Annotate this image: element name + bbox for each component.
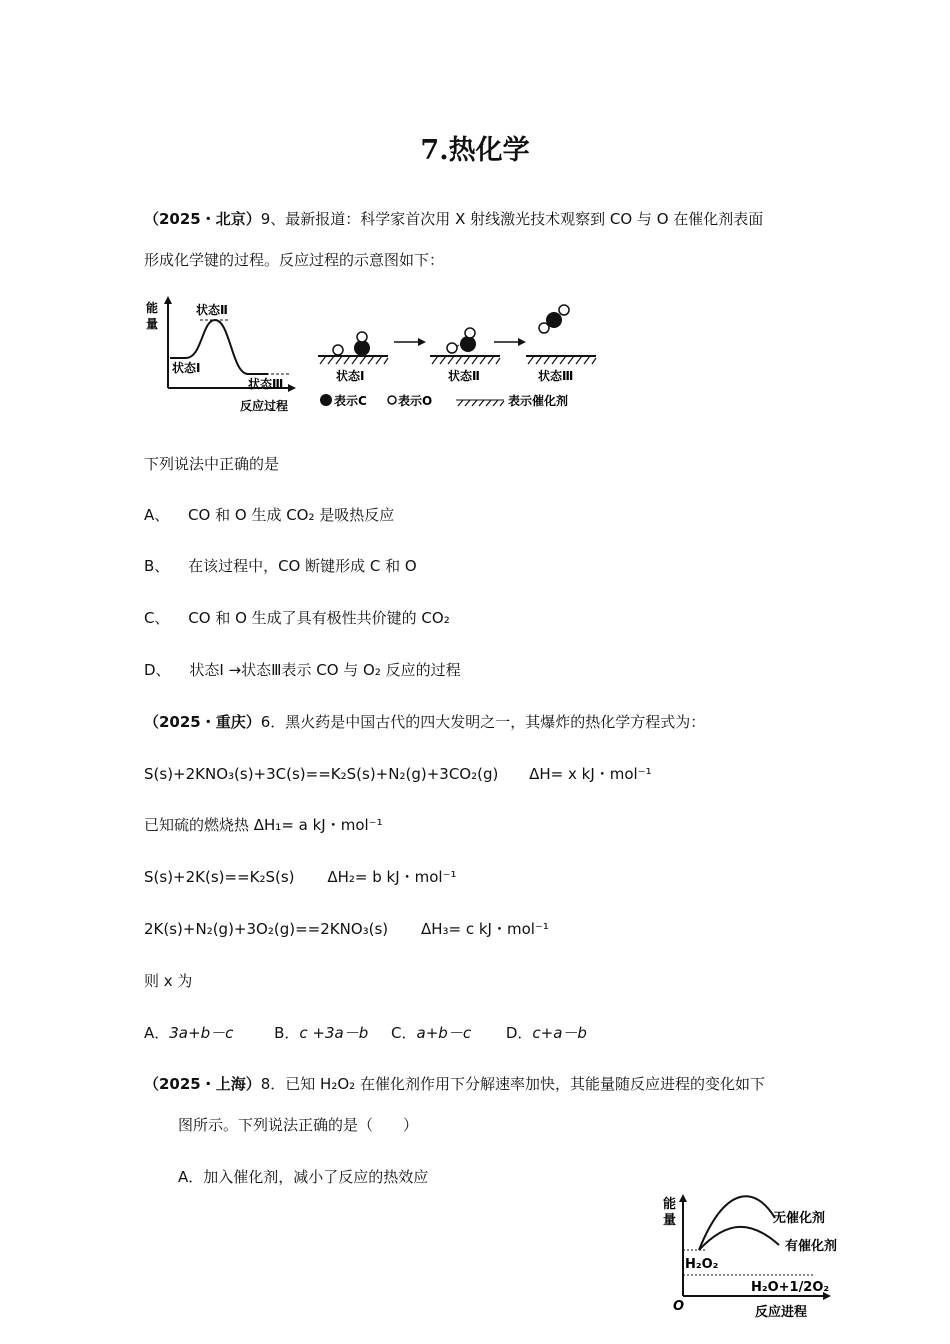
q1-legend-c: 表示C [334, 394, 367, 408]
q3-product-label: H₂O+1/2O₂ [751, 1280, 830, 1295]
q1-process-label-3: 状态Ⅲ [538, 369, 574, 383]
q2-eq2: S(s)+2K(s)==K₂S(s) [144, 868, 295, 886]
q3-curve-catalyst [699, 1227, 779, 1250]
q2-intro-text: 6．黑火药是中国古代的四大发明之一，其爆炸的热化学方程式为： [260, 713, 706, 731]
q1-legend [320, 393, 568, 408]
q1-legend-o: 表示O [398, 394, 433, 408]
q1-option-a-text: CO 和 O 生成 CO₂ 是吸热反应 [188, 506, 395, 524]
q3-source: （2025・上海） [144, 1075, 261, 1093]
q1-diagram-state-3: 状态Ⅲ [248, 377, 284, 391]
q2-main-equation [144, 764, 652, 784]
q1-source: （2025・北京） [144, 210, 261, 228]
q1-process-state-3 [526, 305, 596, 383]
q1-y-label-2: 量 [146, 317, 159, 331]
q1-process-state-1 [318, 332, 388, 383]
q3-reactant-label: H₂O₂ [685, 1257, 719, 1272]
q2-option-b: B．c +3a－b [274, 1024, 369, 1042]
q1-option-b-label: B、 [144, 557, 170, 575]
q1-option-d [144, 660, 461, 680]
q2-known: 已知硫的燃烧热 ΔH₁= a kJ・mol⁻¹ [144, 816, 383, 834]
q1-option-a [144, 505, 394, 525]
q3-intro-text-1: 8．已知 H₂O₂ 在催化剂作用下分解速率加快，其能量随反应进程的变化如下 [260, 1075, 765, 1093]
q1-option-b-text: 在该过程中，CO 断键形成 C 和 O [188, 557, 417, 575]
q2-eq-main-dh: ΔH= x kJ・mol⁻¹ [529, 765, 652, 783]
q3-intro-line-2: 图所示。下列说法正确的是（ ） [178, 1116, 419, 1134]
q3-figure [655, 1190, 855, 1330]
q1-energy-diagram [146, 296, 296, 413]
q1-diagram-state-2: 状态Ⅱ [196, 303, 228, 317]
q3-x-label: 反应进程 [755, 1305, 808, 1320]
q2-option-a: A．3a+b－c [144, 1024, 234, 1042]
q2-source: （2025・重庆） [144, 713, 261, 731]
q2-eq-main: S(s)+2KNO₃(s)+3C(s)==K₂S(s)+N₂(g)+3CO₂(g) [144, 765, 499, 783]
q1-legend-cat: 表示催化剂 [508, 394, 569, 408]
q2-option-d: D．c+a－b [505, 1024, 587, 1042]
q1-option-d-label: D、 [144, 661, 171, 679]
q3-intro-line-1 [144, 1074, 765, 1094]
q3-option-a: A．加入催化剂，减小了反应的热效应 [178, 1168, 429, 1186]
q2-equation-2 [144, 867, 457, 887]
q2-eq3-dh: ΔH₃= c kJ・mol⁻¹ [420, 920, 549, 938]
q1-intro-line-2: 形成化学键的过程。反应过程的示意图如下： [144, 251, 445, 269]
q1-x-label: 反应过程 [240, 399, 289, 413]
q1-figure [140, 290, 610, 420]
q1-process-label-1: 状态Ⅰ [336, 369, 365, 383]
q3-origin-label: O [673, 1299, 685, 1314]
q3-curve-cat-label: 有催化剂 [785, 1239, 838, 1254]
oxygen-atom-icon [388, 396, 396, 404]
q1-option-b [144, 556, 417, 576]
q2-eq2-dh: ΔH₂= b kJ・mol⁻¹ [327, 868, 457, 886]
q1-intro-text-1: 9、最新报道：科学家首次用 X 射线激光技术观察到 CO 与 O 在催化剂表面 [260, 210, 764, 228]
q3-curve-no-catalyst [699, 1196, 775, 1250]
catalyst-surface-icon [458, 400, 504, 406]
q1-option-a-label: A、 [144, 506, 170, 524]
q1-y-label-1: 能 [146, 301, 159, 315]
q3-y-label-1: 能 [663, 1197, 677, 1212]
q2-intro-line [144, 712, 705, 732]
page-title: 7.热化学 [420, 135, 530, 166]
q1-stem: 下列说法中正确的是 [144, 455, 280, 473]
q3-curve-no-cat-label: 无催化剂 [773, 1211, 826, 1226]
q1-option-d-text: 状态Ⅰ →状态Ⅲ表示 CO 与 O₂ 反应的过程 [189, 661, 461, 679]
q1-y-axis-arrow [164, 296, 172, 304]
q1-process-state-2 [430, 328, 500, 383]
q3-y-label-2: 量 [663, 1213, 677, 1228]
q1-option-c [144, 608, 450, 628]
q1-diagram-state-1: 状态Ⅰ [172, 361, 201, 375]
q2-option-c: C．a+b－c [391, 1024, 472, 1042]
q1-x-axis-arrow [288, 384, 296, 392]
q1-process-label-2: 状态Ⅱ [448, 369, 480, 383]
carbon-atom-icon [320, 394, 332, 406]
q2-ask: 则 x 为 [144, 972, 193, 990]
q2-equation-3 [144, 919, 549, 939]
q1-option-c-text: CO 和 O 生成了具有极性共价键的 CO₂ [188, 609, 450, 627]
q1-option-c-label: C、 [144, 609, 170, 627]
q1-intro-line-1 [144, 209, 763, 229]
q2-options [144, 1023, 587, 1043]
q2-eq3: 2K(s)+N₂(g)+3O₂(g)==2KNO₃(s) [144, 920, 389, 938]
